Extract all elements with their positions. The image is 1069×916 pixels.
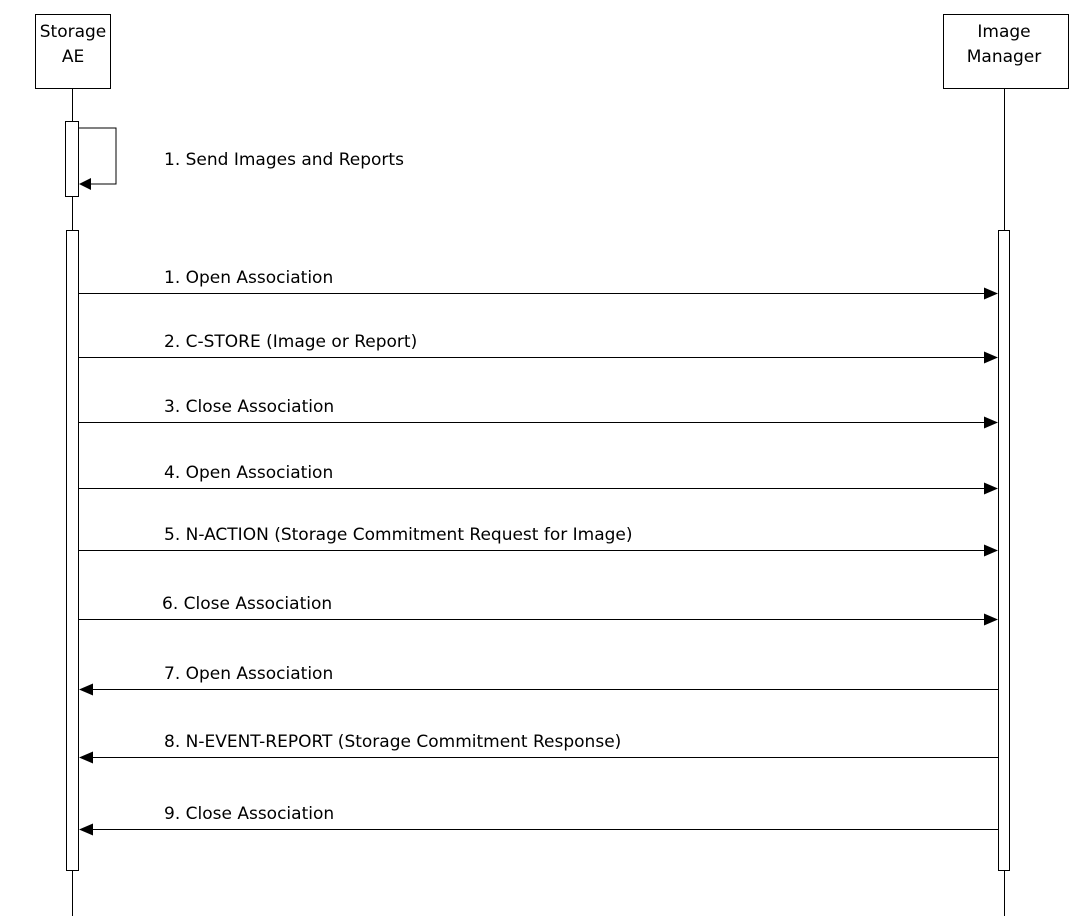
activation-storage-ae-self (66, 122, 79, 197)
message-8-arrowhead (79, 752, 93, 764)
message-7-arrowhead (79, 684, 93, 696)
message-5-arrowhead (984, 545, 998, 557)
self-message-arrowhead (79, 178, 91, 190)
actor-label-image-manager-line1: Image (977, 22, 1031, 42)
message-8-label: 8. N-EVENT-REPORT (Storage Commitment Response) (164, 732, 622, 752)
activation-image-manager (999, 231, 1010, 871)
message-2 (79, 332, 998, 364)
message-3-arrowhead (984, 417, 998, 429)
message-9-arrowhead (79, 824, 93, 836)
message-4 (79, 463, 998, 495)
message-5 (79, 525, 998, 557)
message-5-label: 5. N-ACTION (Storage Commitment Request for Image) (164, 525, 633, 545)
actor-image-manager (944, 15, 1069, 89)
message-8 (79, 732, 998, 764)
activation-storage-ae (67, 231, 79, 871)
message-1 (79, 268, 998, 300)
message-9 (79, 804, 998, 836)
message-1-arrowhead (984, 288, 998, 300)
message-4-label: 4. Open Association (164, 463, 334, 483)
actor-label-storage-ae-line1: Storage (39, 22, 107, 42)
self-message-label: 1. Send Images and Reports (164, 150, 404, 170)
message-6-arrowhead (984, 614, 998, 626)
message-7-label: 7. Open Association (164, 664, 334, 684)
message-7 (79, 664, 998, 696)
self-message (78, 128, 404, 190)
actor-label-storage-ae-line2: AE (61, 47, 85, 67)
message-2-label: 2. C-STORE (Image or Report) (164, 332, 418, 352)
message-4-arrowhead (984, 483, 998, 495)
message-6-label: 6. Close Association (162, 594, 333, 614)
message-3 (79, 397, 998, 429)
self-message-line (78, 128, 116, 184)
message-3-label: 3. Close Association (164, 397, 335, 417)
actor-label-image-manager-line2: Manager (966, 47, 1042, 67)
messages (79, 268, 998, 836)
message-6 (79, 594, 998, 626)
message-2-arrowhead (984, 352, 998, 364)
message-1-label: 1. Open Association (164, 268, 334, 288)
actor-storage-ae (36, 15, 111, 89)
message-9-label: 9. Close Association (164, 804, 335, 824)
